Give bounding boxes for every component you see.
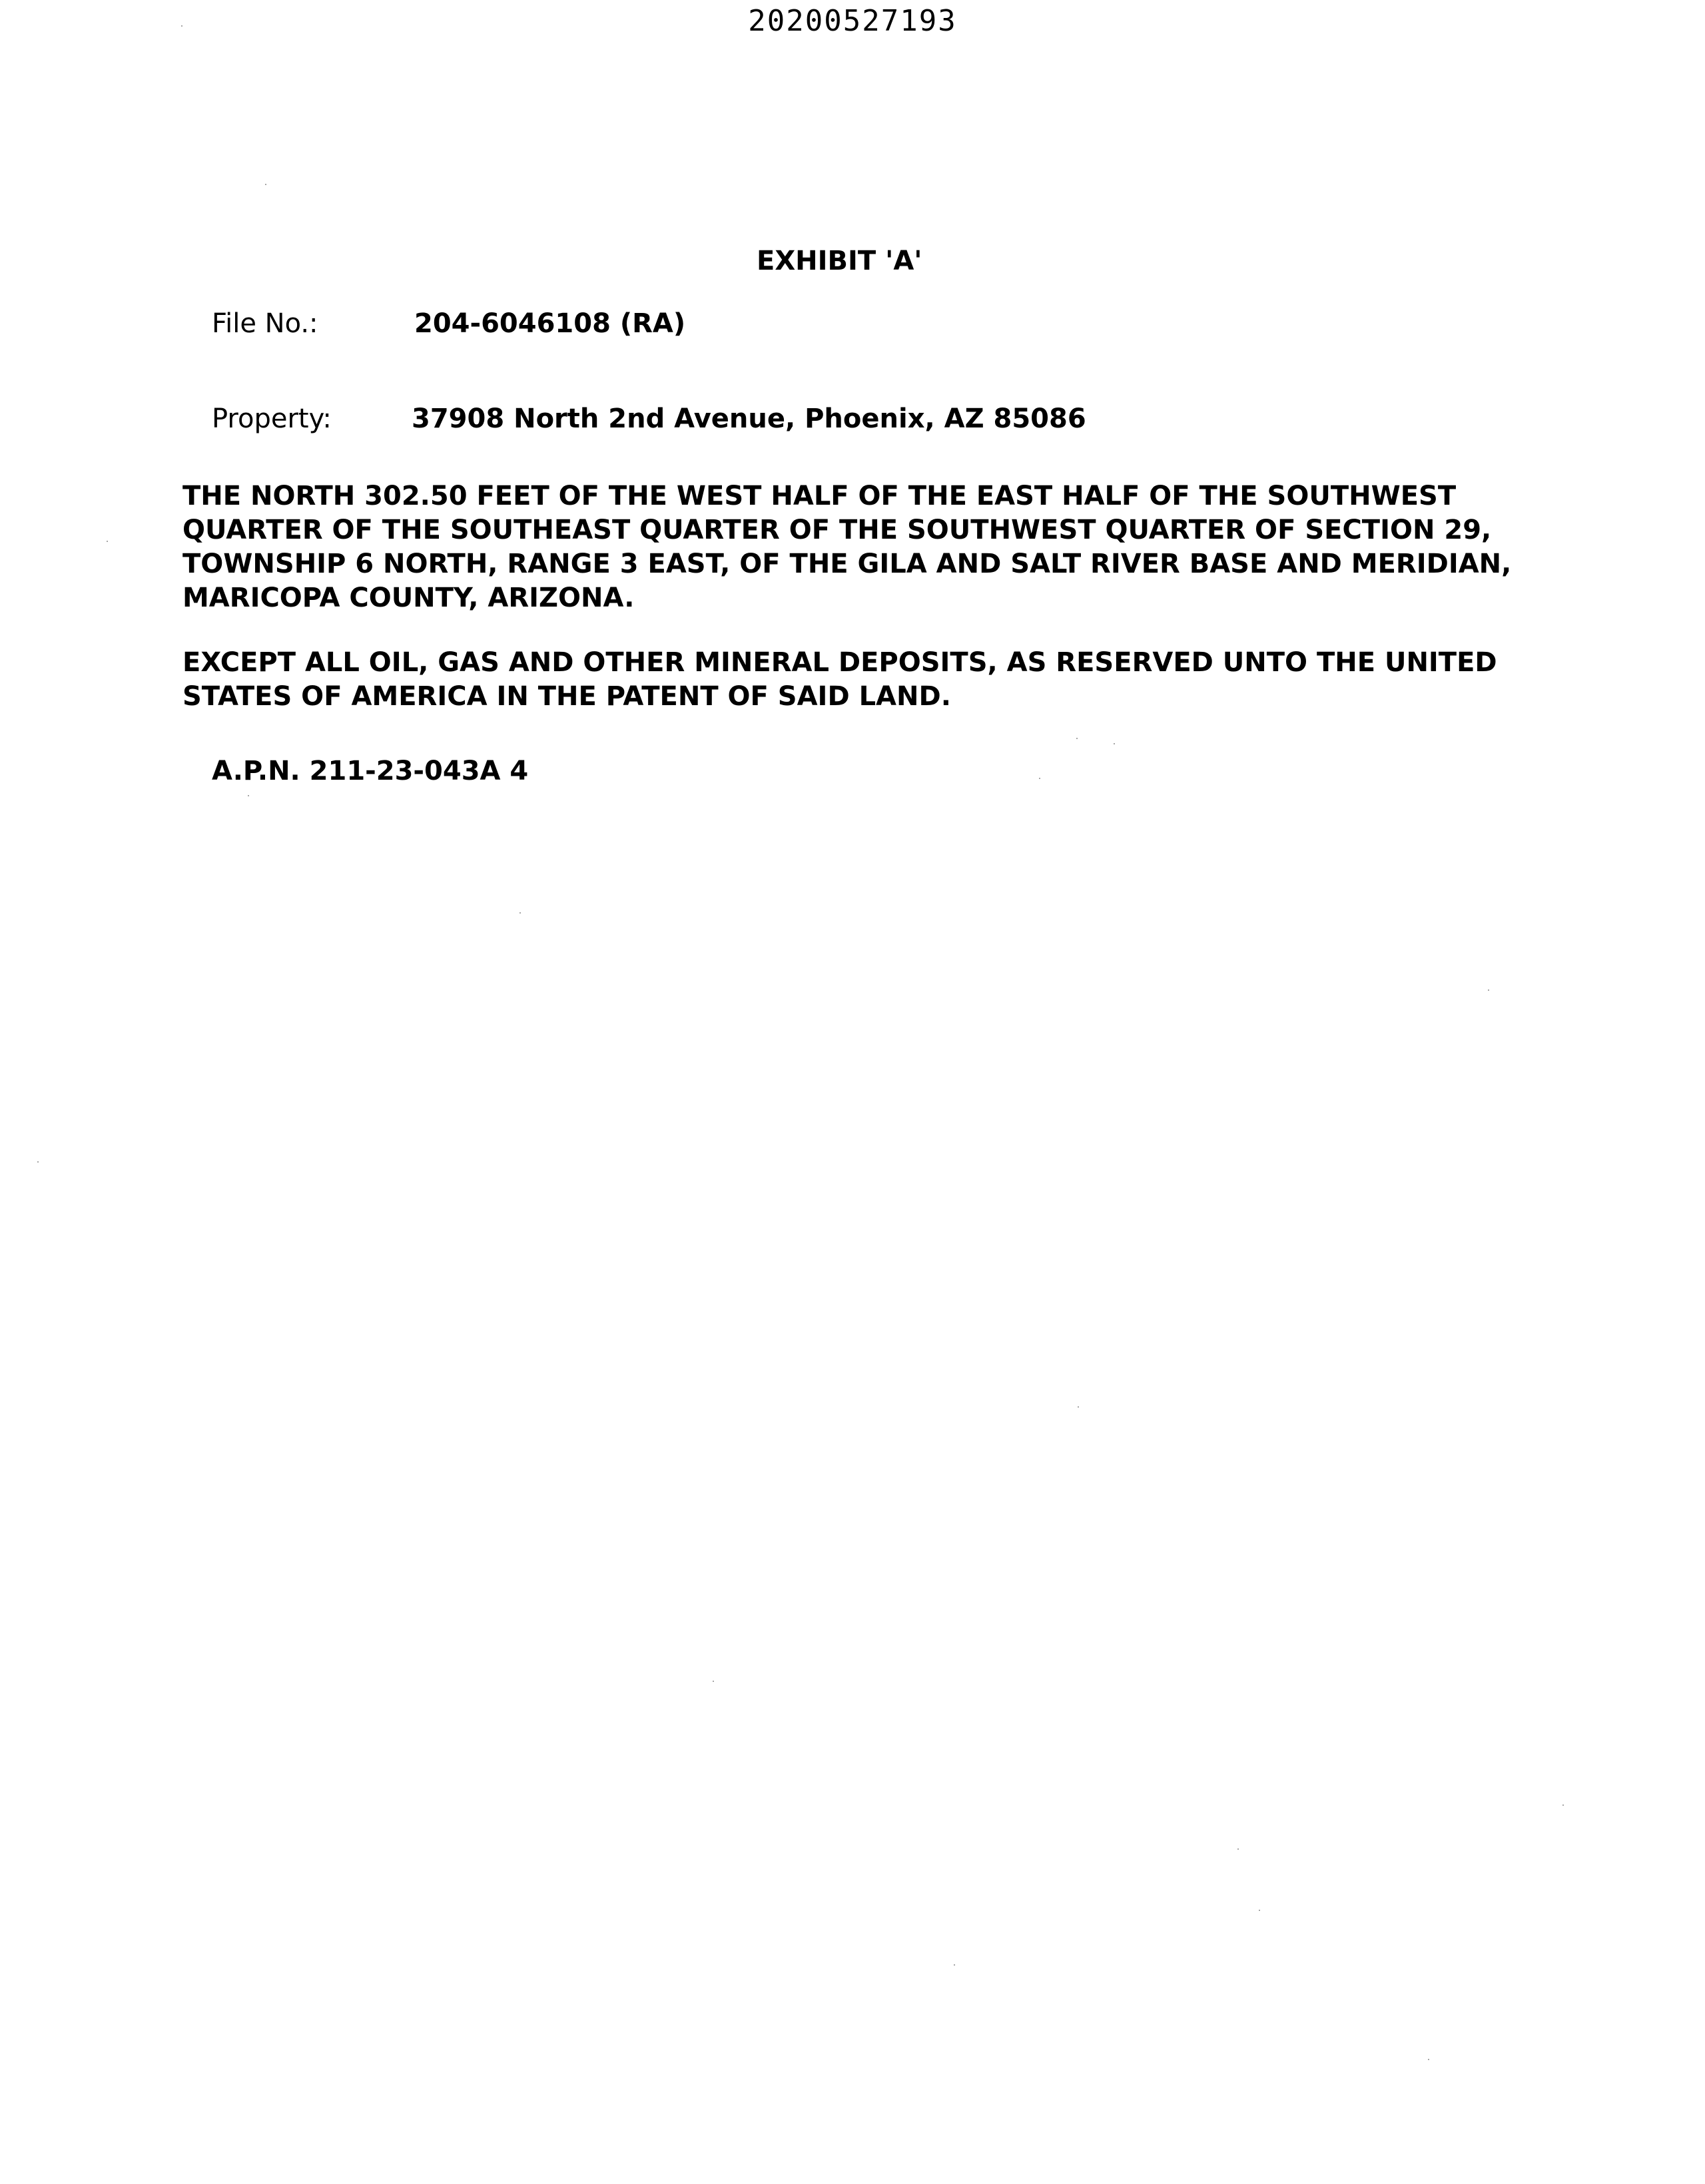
file-no-label: File No.: xyxy=(212,308,318,339)
scan-speck xyxy=(1562,1804,1564,1806)
recording-number: 20200527193 xyxy=(748,4,957,38)
scan-speck xyxy=(181,25,182,27)
property-address: 37908 North 2nd Avenue, Phoenix, AZ 85086 xyxy=(412,404,1086,434)
mineral-reservation-paragraph: EXCEPT ALL OIL, GAS AND OTHER MINERAL DEPOSITS, AS RESERVED UNTO THE UNITED STATES OF AMERICA IN THE PATENT OF SAID LAND. xyxy=(182,647,1497,712)
scan-speck xyxy=(37,1161,39,1163)
scan-speck xyxy=(1237,1848,1239,1850)
legal-description-paragraph: THE NORTH 302.50 FEET OF THE WEST HALF OF THE EAST HALF OF THE SOUTHWEST QUARTER OF THE SOUTHEAST QUARTER OF THE SOUTHWEST QUARTER OF SECTION 29, TOWNSHIP 6 NORTH, RANGE 3 EAST, OF THE GILA AND SALT RIVER BASE AND MERIDIAN, MARICOPA COUNTY, ARIZONA. xyxy=(182,481,1512,613)
scan-speck xyxy=(1078,1406,1079,1408)
scan-speck xyxy=(1259,1910,1260,1911)
scan-speck xyxy=(265,184,266,185)
file-no-value: 204-6046108 (RA) xyxy=(414,308,686,339)
scan-speck xyxy=(954,1964,955,1966)
scan-speck xyxy=(1076,738,1078,739)
scan-speck xyxy=(1488,989,1489,991)
scan-speck xyxy=(1114,743,1115,744)
property-label: Property: xyxy=(212,404,332,434)
scan-speck xyxy=(107,541,108,542)
scan-speck xyxy=(713,1681,714,1682)
scan-speck xyxy=(248,795,249,796)
assessor-parcel-number: A.P.N. 211-23-043A 4 xyxy=(212,756,529,786)
scan-speck xyxy=(1428,2059,1429,2060)
exhibit-title: EXHIBIT 'A' xyxy=(757,246,922,276)
scan-speck xyxy=(519,912,521,914)
scan-speck xyxy=(1039,778,1040,779)
